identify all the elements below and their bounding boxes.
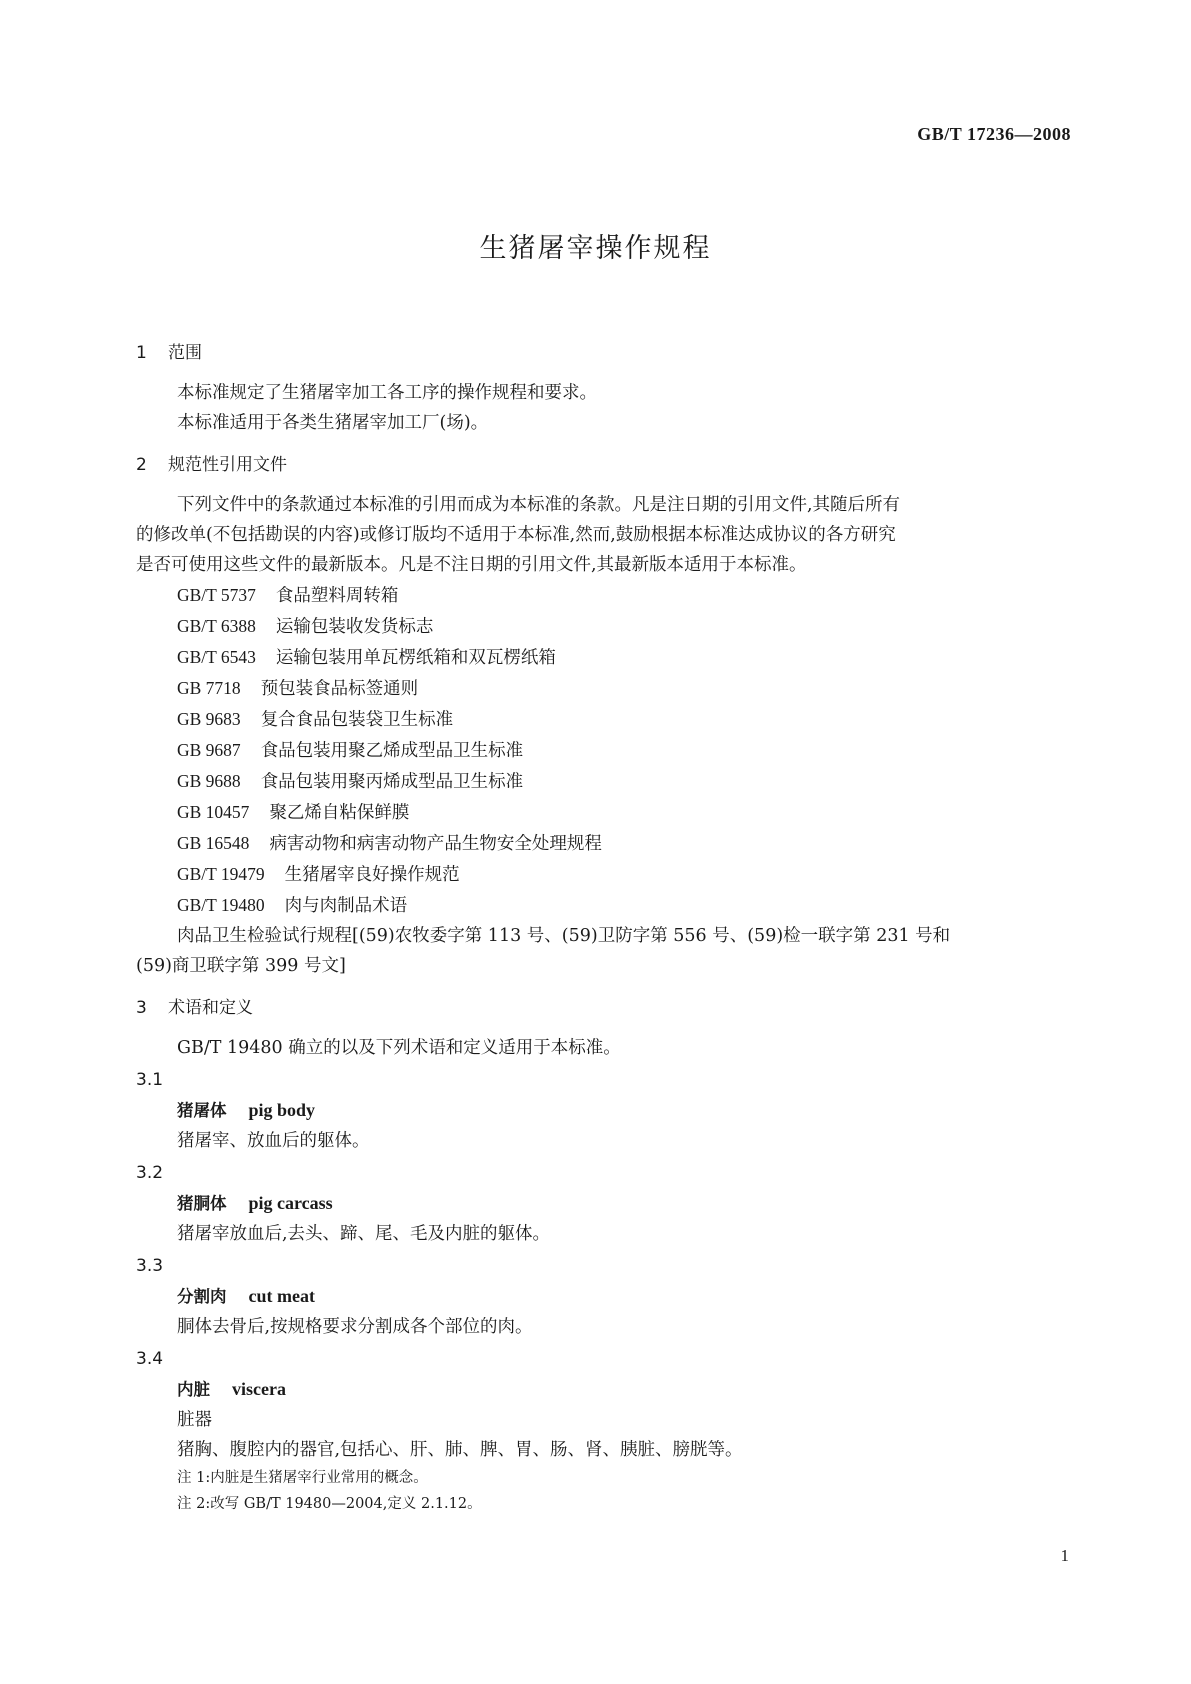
- term-definition: 猪屠宰放血后,去头、蹄、尾、毛及内脏的躯体。: [177, 1224, 551, 1244]
- note: 注 1:内脏是生猪屠宰行业常用的概念。: [177, 1470, 428, 1486]
- reference-item: [136, 580, 1056, 611]
- section-number: 2: [136, 455, 147, 475]
- reference-code: GB/T 6543: [177, 647, 256, 667]
- reference-item: [136, 828, 1056, 859]
- scope-paragraph: 本标准适用于各类生猪屠宰加工厂(场)。: [177, 413, 489, 433]
- document-title: 生猪屠宰操作规程: [479, 233, 712, 264]
- section-3-heading: [136, 993, 1056, 1023]
- document-body: [136, 328, 1056, 1517]
- term-name: [136, 1281, 1056, 1312]
- reference-title: 肉与肉制品术语: [284, 896, 408, 916]
- reference-code: GB 10457: [177, 802, 250, 822]
- reference-code: GB/T 6388: [177, 616, 256, 636]
- section-title: 术语和定义: [168, 998, 253, 1018]
- references-intro-line: 是否可使用这些文件的最新版本。凡是不注日期的引用文件,其最新版本适用于本标准。: [136, 555, 807, 575]
- reference-code: GB 9683: [177, 709, 241, 729]
- terms-intro: GB/T 19480 确立的以及下列术语和定义适用于本标准。: [177, 1038, 621, 1058]
- term-number: 3.3: [136, 1256, 164, 1276]
- term-name-zh: 内脏: [177, 1380, 210, 1399]
- term-name: [136, 1188, 1056, 1219]
- reference-item: [136, 611, 1056, 642]
- reference-item: [136, 859, 1056, 890]
- references-intro-line: 下列文件中的条款通过本标准的引用而成为本标准的条款。凡是注日期的引用文件,其随后所有: [177, 495, 901, 515]
- reference-title: 预包装食品标签通则: [260, 679, 419, 699]
- reference-item: [136, 890, 1056, 921]
- term-name: [136, 1374, 1056, 1405]
- reference-item: [136, 673, 1056, 704]
- term-name-zh: 猪屠体: [177, 1101, 227, 1120]
- reference-title: 运输包装收发货标志: [275, 617, 434, 637]
- reference-title: 生猪屠宰良好操作规范: [284, 865, 460, 885]
- reference-code: GB/T 5737: [177, 585, 256, 605]
- reference-title: 食品塑料周转箱: [275, 586, 399, 606]
- reference-code: GB 7718: [177, 678, 241, 698]
- reference-item: [136, 797, 1056, 828]
- references-intro-line: 的修改单(不包括勘误的内容)或修订版均不适用于本标准,然而,鼓励根据本标准达成协议的各方研究: [136, 525, 896, 545]
- term-name-en: pig carcass: [248, 1193, 333, 1213]
- section-title: 范围: [168, 343, 202, 363]
- section-1-heading: [136, 338, 1056, 368]
- reference-item: [136, 766, 1056, 797]
- reference-title: 食品包装用聚丙烯成型品卫生标准: [260, 772, 524, 792]
- page-number: 1: [1060, 1546, 1069, 1565]
- term-name-en: viscera: [232, 1379, 286, 1399]
- section-title: 规范性引用文件: [168, 455, 287, 475]
- term-definition: 猪胸、腹腔内的器官,包括心、肝、肺、脾、胃、肠、肾、胰脏、膀胱等。: [177, 1440, 743, 1460]
- term-name: [136, 1095, 1056, 1126]
- reference-code: GB 9688: [177, 771, 241, 791]
- reference-code: GB/T 19480: [177, 895, 265, 915]
- term-number: 3.2: [136, 1163, 164, 1183]
- term-definition: 胴体去骨后,按规格要求分割成各个部位的肉。: [177, 1317, 533, 1337]
- reference-code: GB 16548: [177, 833, 250, 853]
- section-number: 3: [136, 998, 147, 1018]
- reference-title: 食品包装用聚乙烯成型品卫生标准: [260, 741, 524, 761]
- term-name-en: pig body: [248, 1100, 316, 1120]
- term-number: 3.4: [136, 1349, 164, 1369]
- reference-item-long: 肉品卫生检验试行规程[(59)农牧委字第 113 号、(59)卫防字第 556 号、(59)检一联字第 231 号和: [177, 926, 951, 946]
- term-name-zh: 分割肉: [177, 1287, 227, 1306]
- reference-title: 病害动物和病害动物产品生物安全处理规程: [269, 834, 602, 854]
- reference-title: 运输包装用单瓦楞纸箱和双瓦楞纸箱: [275, 648, 556, 668]
- term-name-en: cut meat: [248, 1286, 315, 1306]
- section-2-heading: [136, 450, 1056, 480]
- standard-code: GB/T 17236—2008: [917, 124, 1071, 144]
- term-number: 3.1: [136, 1070, 164, 1090]
- term-alternate: 脏器: [177, 1410, 212, 1430]
- reference-title: 聚乙烯自粘保鲜膜: [269, 803, 410, 823]
- reference-item: [136, 704, 1056, 735]
- reference-title: 复合食品包装袋卫生标准: [260, 710, 454, 730]
- reference-item-long-cont: (59)商卫联字第 399 号文]: [136, 956, 346, 976]
- section-number: 1: [136, 343, 147, 363]
- scope-paragraph: 本标准规定了生猪屠宰加工各工序的操作规程和要求。: [177, 383, 597, 403]
- note: 注 2:改写 GB/T 19480—2004,定义 2.1.12。: [177, 1496, 482, 1512]
- reference-code: GB 9687: [177, 740, 241, 760]
- reference-item: [136, 642, 1056, 673]
- reference-code: GB/T 19479: [177, 864, 265, 884]
- term-name-zh: 猪胴体: [177, 1194, 227, 1213]
- term-definition: 猪屠宰、放血后的躯体。: [177, 1131, 370, 1151]
- reference-item: [136, 735, 1056, 766]
